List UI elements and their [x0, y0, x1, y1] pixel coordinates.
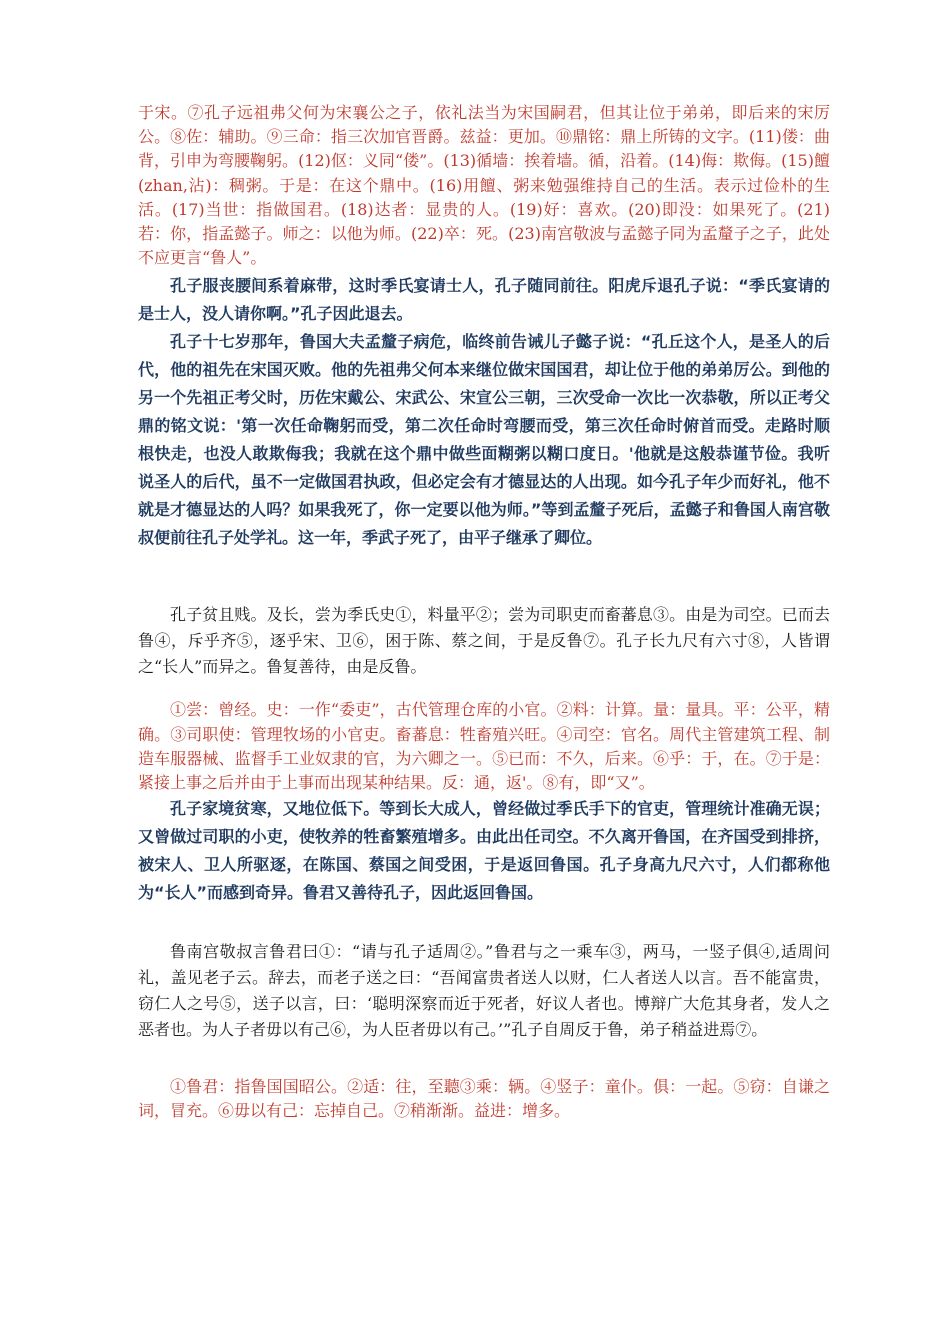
annotation-paragraph: ①尝：曾经。史：一作“委吏”，古代管理仓库的小官。②料：计算。量：量具。平：公平，精确。③司职使：管理牧场的小官吏。畜蕃息：牲畜殖兴旺。④司空：官名。周代主管建筑工程、制造车服器械、监督手工业奴隶的官，为六卿之一。⑤已而：不久，后来。⑥乎：于，在。⑦于是：紧接上事之后并由于上事而出现某种结果。反：通，返'。⑧有，即“又”。: [138, 700, 830, 793]
original-text-paragraph: 鲁南宫敬叔言鲁君曰①：“请与孔子适周②。”鲁君与之一乘车③，两马，一竖子俱④,适周问礼，盖见老子云。辞去，而老子送之曰：“吾闻富贵者送人以财，仁人者送人以言。吾不能富贵，窃仁人之号⑤，送子以言，曰：‘聪明深察而近于死者，好议人者也。博辩广大危其身者，发人之恶者也。为人子者毋以有己⑥，为人臣者毋以有己。’”孔子自周反于鲁，弟子稍益进焉⑦。: [138, 942, 830, 1040]
annotation-paragraph: 于宋。⑦孔子远祖弗父何为宋襄公之子，依礼法当为宋国嗣君，但其让位于弟弟，即后来的宋厉公。⑧佐：辅助。⑨三命：指三次加官晋爵。兹益：更加。⑩鼎铭：鼎上所铸的文字。(11)偻：曲背，引申为弯腰鞠躬。(12)伛：义同“偻”。(13)循墙：挨着墙。循，沿着。(14)侮：欺侮。(15)饘(zhan,沾)：稠粥。于是：在这个鼎中。(16)用饘、粥来勉强维持自己的生活。表示过俭朴的生活。(17)当世：指做国君。(18)达者：显贵的人。(19)好：喜欢。(20)即没：如果死了。(21)若：你，指孟懿子。师之：以他为师。(22)卒：死。(23)南宫敬波与孟懿子同为孟釐子之子，此处不应更言“鲁人”。: [138, 103, 830, 268]
translation-paragraph: 孔子服丧腰间系着麻带，这时季氏宴请士人，孔子随同前往。阳虎斥退孔子说：“季氏宴请的是士人，没人请你啊。”孔子因此退去。: [138, 276, 830, 324]
translation-paragraph: 孔子家境贫寒，又地位低下。等到长大成人，曾经做过季氏手下的官吏，管理统计准确无误；又曾做过司职的小吏，使牧养的牲畜繁殖增多。由此出任司空。不久离开鲁国，在齐国受到排挤，被宋人、卫人所驱逐，在陈国、蔡国之间受困，于是返回鲁国。孔子身高九尺六寸，人们都称他为“长人”而感到奇异。鲁君又善待孔子，因此返回鲁国。: [138, 799, 830, 903]
original-text-paragraph: 孔子贫且贱。及长，尝为季氏史①，料量平②；尝为司职吏而畜蕃息③。由是为司空。已而去鲁④，斥乎齐⑤，逐乎宋、卫⑥，困于陈、蔡之间，于是反鲁⑦。孔子长九尺有六寸⑧，人皆谓之“长人”而异之。鲁复善待，由是反鲁。: [138, 605, 830, 677]
annotation-paragraph: ①鲁君：指鲁国国昭公。②适：往，至聽③乘：辆。④竖子：童仆。俱：一起。⑤窃：自谦之词，冒充。⑥毋以有己：忘掉自己。⑦稍渐渐。益进：增多。: [138, 1077, 830, 1121]
translation-paragraph: 孔子十七岁那年，鲁国大夫孟釐子病危，临终前告诫儿子懿子说：“孔丘这个人，是圣人的后代，他的祖先在宋国灭败。他的先祖弗父何本来继位做宋国国君，却让位于他的弟弟厉公。到他的另一个先祖正考父时，历佐宋戴公、宋武公、宋宣公三朝，三次受命一次比一次恭敬，所以正考父鼎的铭文说：'第一次任命鞠躬而受，第二次任命时弯腰而受，第三次任命时俯首而受。走路时顺根快走，也没人敢欺侮我；我就在这个鼎中做些面糊粥以糊口度日。'他就是这般恭谨节俭。我听说圣人的后代，虽不一定做国君执政，但必定会有才德显达的人出现。如今孔子年少而好礼，他不就是才德显达的人吗？如果我死了，你一定要以他为师。”等到孟釐子死后，孟懿子和鲁国人南宫敬叔便前往孔子处学礼。这一年，季武子死了，由平子继承了卿位。: [138, 332, 830, 548]
